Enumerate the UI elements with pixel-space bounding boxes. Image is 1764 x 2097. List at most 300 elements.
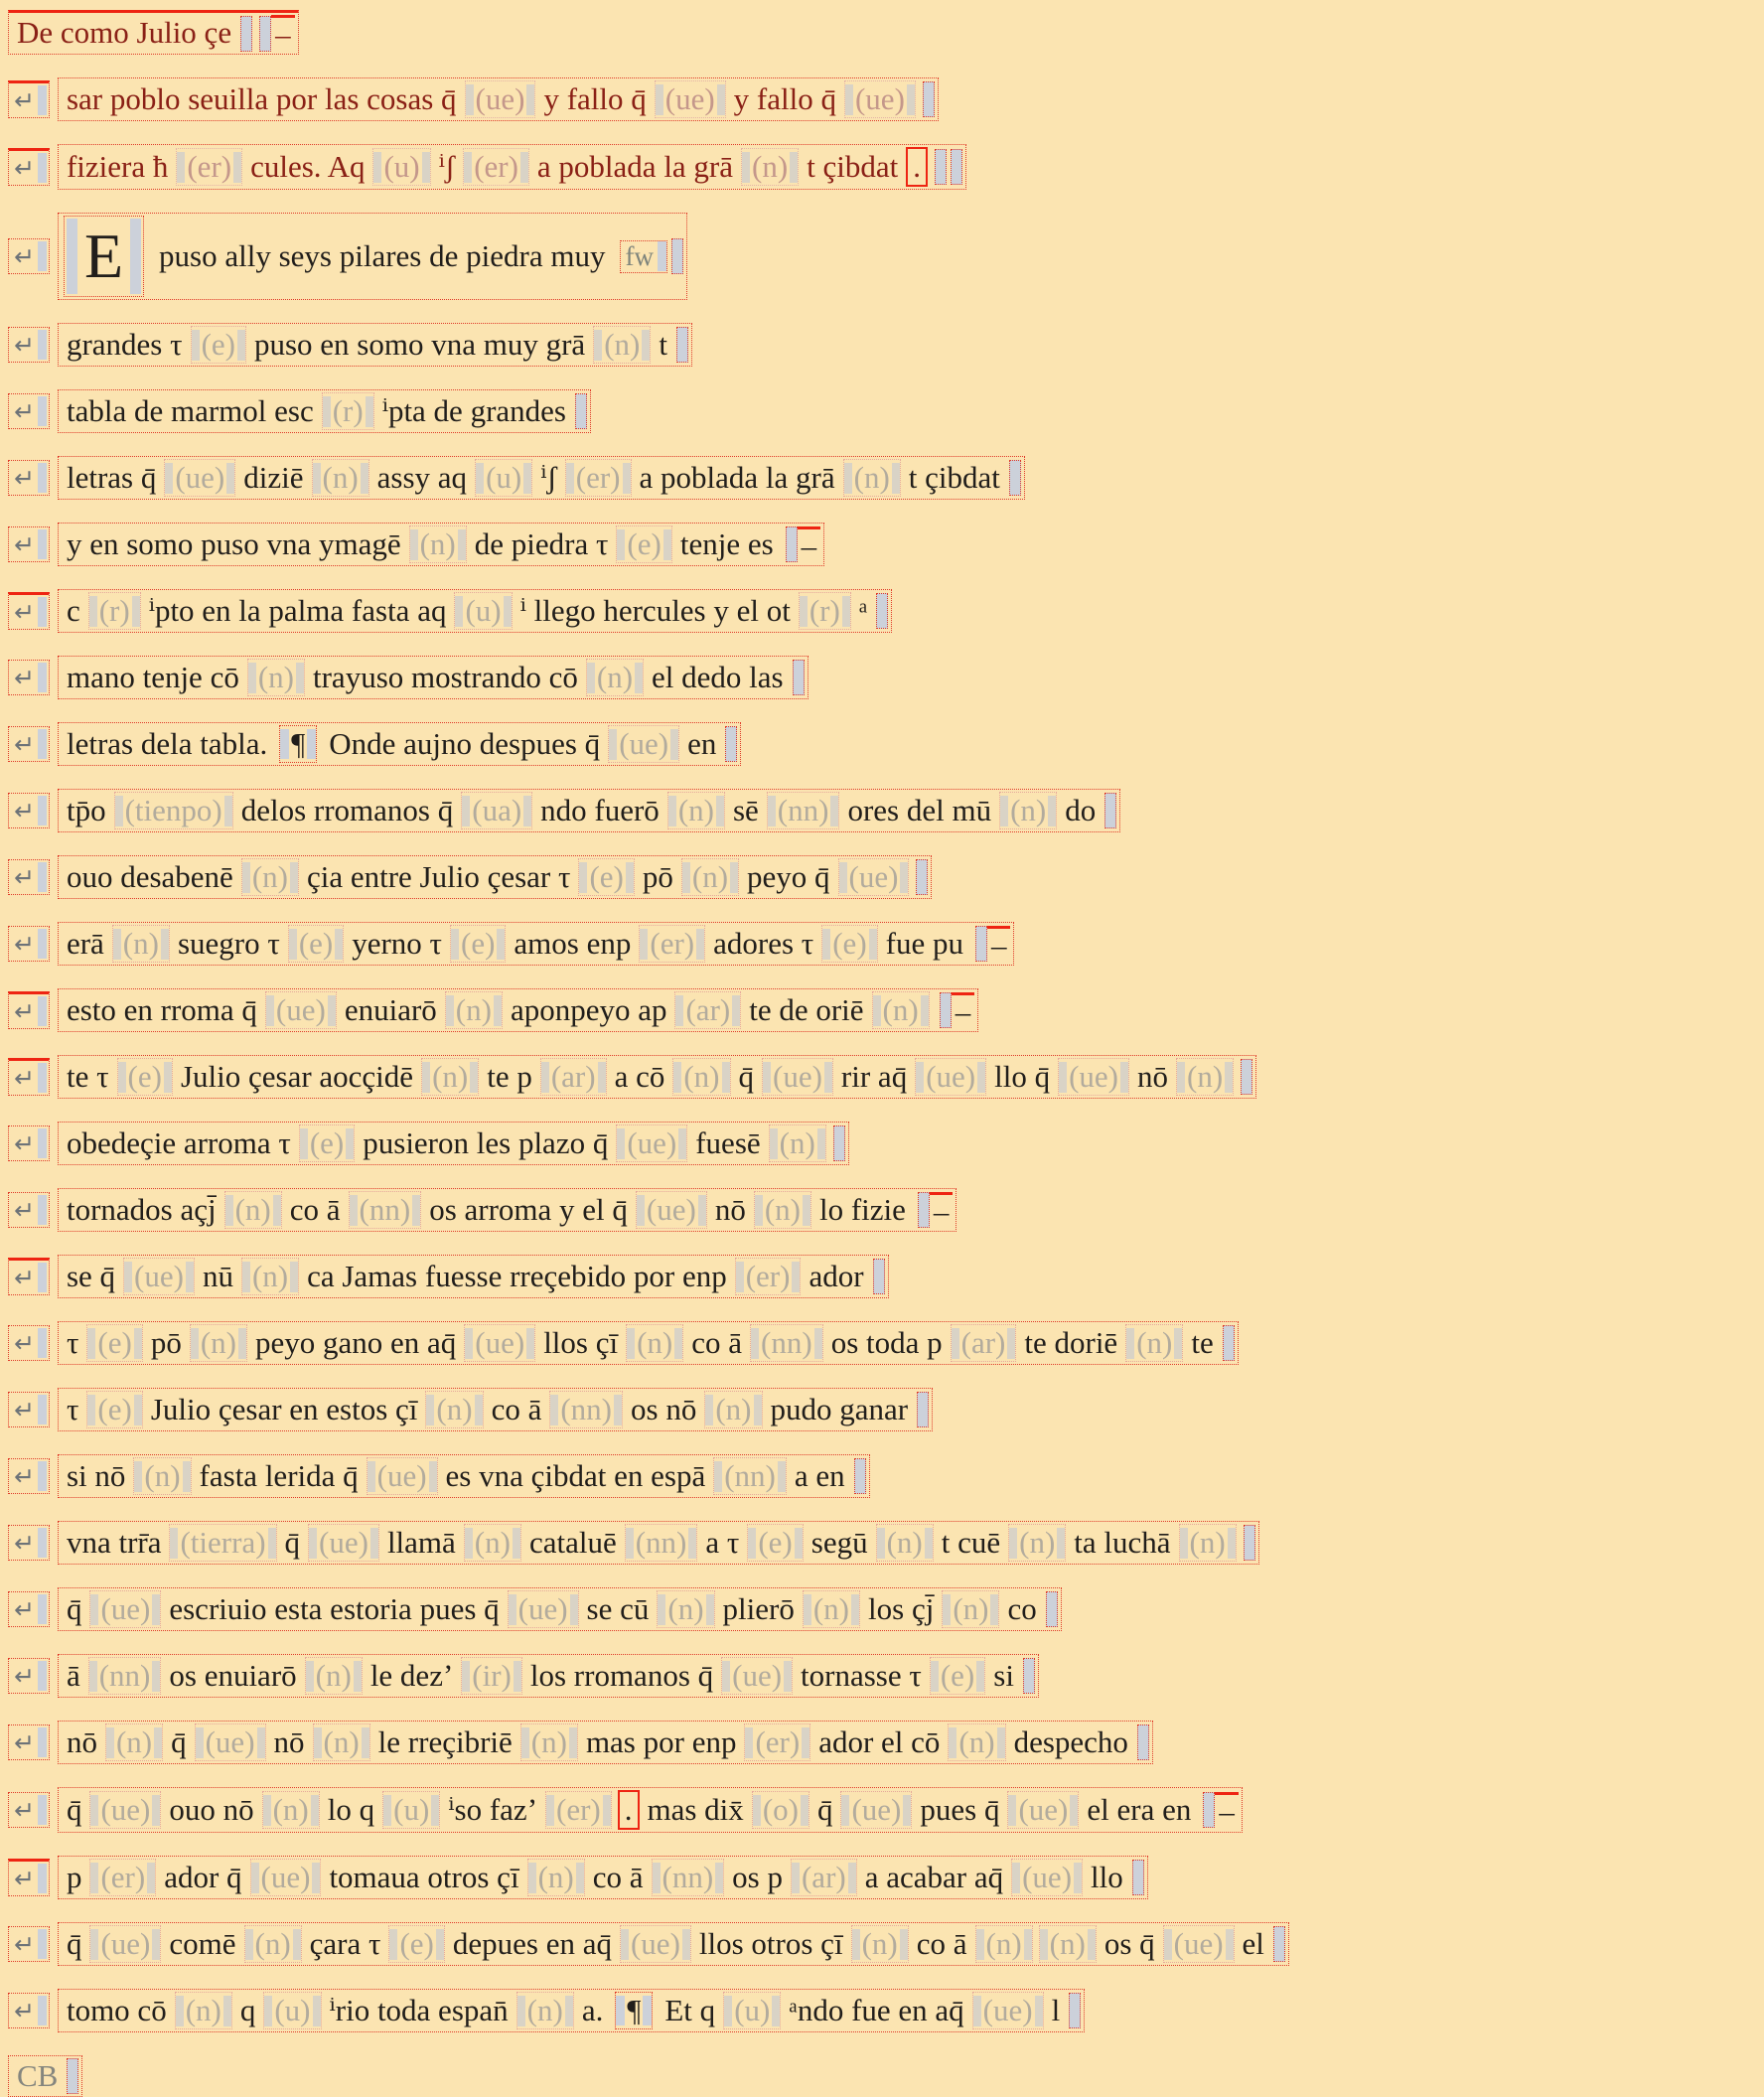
word-token[interactable]: y fallo q̄: [543, 80, 647, 116]
word-token[interactable]: plierō: [722, 1590, 795, 1626]
word-token[interactable]: los rromanos q̄: [529, 1657, 714, 1693]
word-token[interactable]: tenje es: [679, 525, 774, 561]
word-token[interactable]: ⁱʃ: [540, 459, 557, 495]
abbreviation-expansion[interactable]: [265, 991, 337, 1029]
abbreviation-expansion[interactable]: [549, 1391, 623, 1428]
word-token[interactable]: çia entre Julio çesar τ: [306, 858, 571, 894]
abbreviation-expansion[interactable]: [735, 1258, 802, 1295]
abbreviation-expansion[interactable]: [620, 1925, 691, 1963]
word-token[interactable]: ouo nō: [169, 1791, 254, 1827]
abbreviation-expansion[interactable]: [86, 1391, 142, 1428]
abbreviation-expansion[interactable]: [123, 1258, 195, 1295]
word-token[interactable]: de piedra τ: [474, 525, 609, 561]
word-token[interactable]: amos enp: [514, 925, 632, 961]
line-break-marker[interactable]: [8, 460, 50, 496]
word-token[interactable]: tp̄o: [66, 792, 106, 827]
word-token[interactable]: a poblada la grā: [639, 459, 835, 495]
word-token[interactable]: q̄: [816, 1791, 833, 1827]
word-token[interactable]: ca Jamas fuesse rreçebido por enp: [307, 1258, 727, 1293]
line-break-marker[interactable]: [8, 148, 50, 186]
line-break-marker[interactable]: [8, 1258, 50, 1295]
word-token[interactable]: mas por enp: [585, 1723, 737, 1759]
abbreviation-expansion[interactable]: [247, 659, 305, 696]
word-token[interactable]: esto en rroma q̄: [66, 991, 257, 1027]
abbreviation-expansion[interactable]: [1011, 1859, 1083, 1896]
abbreviation-expansion[interactable]: [464, 1524, 521, 1562]
abbreviation-expansion[interactable]: [322, 392, 374, 430]
word-token[interactable]: fuesē: [695, 1124, 761, 1160]
word-token[interactable]: sē: [732, 792, 759, 827]
word-token[interactable]: Et q: [664, 1992, 716, 2027]
abbreviation-expansion[interactable]: [655, 80, 726, 118]
line-break-marker[interactable]: [8, 1458, 50, 1494]
word-token[interactable]: sar poblo seuilla por las cosas q̄: [66, 80, 457, 116]
abbreviation-expansion[interactable]: [674, 991, 741, 1029]
abbreviation-expansion[interactable]: [190, 1324, 247, 1362]
abbreviation-expansion[interactable]: [951, 1324, 1017, 1362]
abbreviation-expansion[interactable]: [117, 1058, 173, 1096]
word-token[interactable]: ⁱso fazʼ: [448, 1791, 538, 1827]
word-token[interactable]: tornados açj̄: [66, 1191, 217, 1227]
abbreviation-expansion[interactable]: [872, 991, 930, 1029]
abbreviation-expansion[interactable]: [762, 1058, 833, 1096]
abbreviation-expansion[interactable]: [164, 459, 235, 497]
word-token[interactable]: ⁱrio toda espan̄: [329, 1992, 509, 2027]
word-token[interactable]: comē: [169, 1925, 236, 1961]
abbreviation-expansion[interactable]: [704, 1391, 762, 1428]
word-token[interactable]: ndo fuerō: [540, 792, 660, 827]
abbreviation-expansion[interactable]: [723, 1992, 781, 2029]
word-token[interactable]: rir aq̄: [840, 1058, 908, 1094]
word-token[interactable]: assy aq: [376, 459, 468, 495]
abbreviation-expansion[interactable]: [461, 792, 532, 829]
abbreviation-expansion[interactable]: [191, 326, 246, 364]
word-token[interactable]: os enuiarō: [169, 1657, 297, 1693]
line-break-marker[interactable]: [8, 327, 50, 363]
word-token[interactable]: trayuso mostrando cō: [313, 659, 578, 694]
word-token[interactable]: te de oriē: [749, 991, 864, 1027]
abbreviation-expansion[interactable]: [175, 1992, 232, 2029]
word-token[interactable]: os nō: [631, 1391, 697, 1426]
abbreviation-expansion[interactable]: [349, 1191, 422, 1229]
word-token[interactable]: ouo desabenē: [66, 858, 233, 894]
word-token[interactable]: t çibdat: [908, 459, 1000, 495]
word-token[interactable]: peyo q̄: [747, 858, 830, 894]
word-token[interactable]: el era en: [1087, 1791, 1192, 1827]
abbreviation-expansion[interactable]: [195, 1723, 266, 1761]
abbreviation-expansion[interactable]: [840, 1791, 912, 1829]
word-token[interactable]: ā: [66, 1657, 80, 1693]
word-token[interactable]: segū: [810, 1524, 868, 1560]
word-token[interactable]: llo q̄: [994, 1058, 1051, 1094]
abbreviation-expansion[interactable]: [1058, 1058, 1129, 1096]
abbreviation-expansion[interactable]: [367, 1457, 438, 1495]
word-token[interactable]: co ā: [691, 1324, 743, 1360]
word-token[interactable]: os q̄: [1103, 1925, 1155, 1961]
abbreviation-expansion[interactable]: [1008, 1524, 1066, 1562]
abbreviation-expansion[interactable]: [475, 459, 532, 497]
abbreviation-expansion[interactable]: [750, 1324, 823, 1362]
abbreviation-expansion[interactable]: [169, 1524, 276, 1562]
word-token[interactable]: q̄: [66, 1791, 82, 1827]
word-token[interactable]: y en somo puso vna ymagē: [66, 525, 401, 561]
line-break-marker[interactable]: [8, 1058, 50, 1096]
word-token[interactable]: l: [1051, 1992, 1061, 2027]
abbreviation-expansion[interactable]: [545, 1791, 612, 1829]
abbreviation-expansion[interactable]: [626, 1324, 683, 1362]
word-token[interactable]: τ: [66, 1391, 79, 1426]
abbreviation-expansion[interactable]: [89, 1925, 161, 1963]
abbreviation-expansion[interactable]: [1179, 1524, 1237, 1562]
word-token[interactable]: obedeçie arroma τ: [66, 1124, 291, 1160]
line-break-marker[interactable]: [8, 660, 50, 695]
abbreviation-expansion[interactable]: [636, 1191, 707, 1229]
word-token[interactable]: ⁱʃ: [438, 148, 456, 184]
abbreviation-expansion[interactable]: [299, 1124, 355, 1162]
line-break-marker[interactable]: [8, 859, 50, 895]
word-token[interactable]: ador: [808, 1258, 864, 1293]
abbreviation-expansion[interactable]: [114, 792, 233, 829]
word-token[interactable]: q: [239, 1992, 256, 2027]
pilcrow-marker[interactable]: [615, 1992, 653, 2029]
abbreviation-expansion[interactable]: [112, 925, 170, 963]
word-token[interactable]: te τ: [66, 1058, 109, 1094]
word-token[interactable]: letras q̄: [66, 459, 157, 495]
abbreviation-expansion[interactable]: [263, 1992, 321, 2029]
abbreviation-expansion[interactable]: [262, 1791, 320, 1829]
line-break-marker[interactable]: [8, 1658, 50, 1694]
word-token[interactable]: ⁱpta de grandes: [381, 392, 566, 428]
abbreviation-expansion[interactable]: [586, 659, 644, 696]
word-token[interactable]: cules. Aq: [250, 148, 366, 184]
word-token[interactable]: tomo cō: [66, 1992, 167, 2027]
abbreviation-expansion[interactable]: [516, 1992, 574, 2029]
word-token[interactable]: ador q̄: [164, 1859, 242, 1894]
line-break-marker[interactable]: [8, 991, 50, 1029]
abbreviation-expansion[interactable]: [313, 1723, 370, 1761]
word-token[interactable]: depues en aq̄: [452, 1925, 612, 1961]
word-token[interactable]: delos rromanos q̄: [240, 792, 454, 827]
abbreviation-expansion[interactable]: [799, 592, 851, 630]
abbreviation-expansion[interactable]: [372, 148, 430, 186]
abbreviation-expansion[interactable]: [244, 1925, 302, 1963]
word-token[interactable]: lo q: [327, 1791, 375, 1827]
line-break-marker[interactable]: [8, 1591, 50, 1627]
word-token[interactable]: os p: [732, 1859, 783, 1894]
word-token[interactable]: te doriē: [1024, 1324, 1118, 1360]
line-break-marker[interactable]: [8, 238, 50, 274]
word-token[interactable]: a τ: [705, 1524, 740, 1560]
word-token[interactable]: se cū: [586, 1590, 650, 1626]
abbreviation-expansion[interactable]: [999, 792, 1057, 829]
word-token[interactable]: a.: [581, 1992, 604, 2027]
word-token[interactable]: escriuio esta estoria pues q̄: [169, 1590, 500, 1626]
abbreviation-expansion[interactable]: [876, 1524, 934, 1562]
word-token[interactable]: puso ally seys pilares de piedra muy: [159, 237, 606, 273]
word-token[interactable]: t çibdat: [807, 148, 899, 184]
word-token[interactable]: el: [1242, 1925, 1264, 1961]
abbreviation-expansion[interactable]: [133, 1457, 191, 1495]
word-token[interactable]: es vna çibdat en espā: [445, 1457, 706, 1493]
word-token[interactable]: çara τ: [309, 1925, 381, 1961]
word-token[interactable]: tornasse τ: [801, 1657, 922, 1693]
word-token[interactable]: tabla de marmol esc: [66, 392, 314, 428]
line-break-marker[interactable]: [8, 1325, 50, 1361]
line-break-marker[interactable]: [8, 592, 50, 630]
abbreviation-expansion[interactable]: [1125, 1324, 1183, 1362]
word-token[interactable]: y fallo q̄: [733, 80, 836, 116]
word-token[interactable]: pō: [150, 1324, 182, 1360]
word-token[interactable]: llo: [1091, 1859, 1123, 1894]
abbreviation-expansion[interactable]: [508, 1590, 579, 1628]
abbreviation-expansion[interactable]: [769, 1124, 826, 1162]
abbreviation-expansion[interactable]: [844, 80, 916, 118]
word-token[interactable]: pues q̄: [920, 1791, 1000, 1827]
abbreviation-expansion[interactable]: [1039, 1925, 1097, 1963]
line-break-marker[interactable]: [8, 393, 50, 429]
abbreviation-expansion[interactable]: [308, 1524, 379, 1562]
abbreviation-expansion[interactable]: [915, 1058, 986, 1096]
abbreviation-expansion[interactable]: [948, 1723, 1005, 1761]
word-token[interactable]: De como Julio çe: [17, 15, 232, 51]
word-token[interactable]: Julio çesar en estos çī: [150, 1391, 418, 1426]
abbreviation-expansion[interactable]: [747, 1524, 803, 1562]
word-token[interactable]: adores τ: [713, 925, 814, 961]
word-token[interactable]: do: [1065, 792, 1097, 827]
line-break-marker[interactable]: [8, 1724, 50, 1760]
abbreviation-expansion[interactable]: [672, 1058, 730, 1096]
abbreviation-expansion[interactable]: [445, 991, 503, 1029]
abbreviation-expansion[interactable]: [593, 326, 651, 364]
abbreviation-expansion[interactable]: [425, 1391, 483, 1428]
abbreviation-expansion[interactable]: [942, 1590, 999, 1628]
word-token[interactable]: si: [993, 1657, 1014, 1693]
abbreviation-expansion[interactable]: [578, 858, 634, 896]
line-break-marker[interactable]: [8, 1525, 50, 1561]
line-break-marker[interactable]: [8, 80, 50, 118]
word-token[interactable]: q̄: [66, 1925, 82, 1961]
word-token[interactable]: ⁱ llego hercules y el ot: [519, 592, 791, 628]
word-token[interactable]: fiziera ħ: [66, 148, 169, 184]
line-break-marker[interactable]: [8, 1125, 50, 1161]
word-token[interactable]: peyo gano en aq̄: [254, 1324, 457, 1360]
line-break-marker[interactable]: [8, 726, 50, 762]
punctuation-token[interactable]: .: [906, 147, 928, 187]
word-token[interactable]: en: [687, 725, 717, 761]
word-token[interactable]: os toda p: [830, 1324, 943, 1360]
word-token[interactable]: llos çī: [543, 1324, 619, 1360]
word-token[interactable]: nū: [202, 1258, 233, 1293]
word-token[interactable]: yerno τ: [352, 925, 443, 961]
word-token[interactable]: le rreçibriē: [377, 1723, 513, 1759]
abbreviation-expansion[interactable]: [754, 1191, 811, 1229]
word-token[interactable]: diziē: [243, 459, 304, 495]
abbreviation-expansion[interactable]: [382, 1791, 440, 1829]
word-token[interactable]: nō: [1137, 1058, 1168, 1094]
line-break-marker[interactable]: [8, 1792, 50, 1828]
abbreviation-expansion[interactable]: [843, 459, 901, 497]
word-token[interactable]: ores del mū: [847, 792, 992, 827]
abbreviation-expansion[interactable]: [305, 1657, 363, 1695]
abbreviation-expansion[interactable]: [821, 925, 877, 963]
word-token[interactable]: a en: [794, 1457, 845, 1493]
abbreviation-expansion[interactable]: [89, 1859, 156, 1896]
word-token[interactable]: q̄: [171, 1723, 187, 1759]
abbreviation-expansion[interactable]: [88, 592, 141, 630]
word-token[interactable]: q̄: [284, 1524, 301, 1560]
punctuation-token[interactable]: .: [618, 1790, 640, 1830]
abbreviation-expansion[interactable]: [803, 1590, 860, 1628]
word-token[interactable]: co ā: [491, 1391, 542, 1426]
word-token[interactable]: llos otros çī: [698, 1925, 843, 1961]
abbreviation-expansion[interactable]: [241, 1258, 299, 1295]
word-token[interactable]: tomaua otros çī: [329, 1859, 519, 1894]
abbreviation-expansion[interactable]: [639, 925, 705, 963]
abbreviation-expansion[interactable]: [851, 1925, 909, 1963]
word-token[interactable]: co: [1007, 1590, 1037, 1626]
word-token[interactable]: c: [66, 592, 80, 628]
word-token[interactable]: t: [659, 326, 667, 362]
abbreviation-expansion[interactable]: [454, 592, 512, 630]
word-token[interactable]: nō: [714, 1191, 746, 1227]
abbreviation-expansion[interactable]: [972, 1992, 1044, 2029]
word-token[interactable]: los çj̄: [868, 1590, 935, 1626]
word-token[interactable]: nō: [273, 1723, 305, 1759]
word-token[interactable]: ta luchā: [1074, 1524, 1171, 1560]
word-token[interactable]: co ā: [592, 1859, 644, 1894]
word-token[interactable]: ᵃndo fue en aq̄: [789, 1992, 964, 2027]
word-token[interactable]: erā: [66, 925, 104, 961]
line-break-marker[interactable]: [8, 1993, 50, 2028]
line-break-marker[interactable]: [8, 526, 50, 562]
word-token[interactable]: te: [1191, 1324, 1214, 1360]
abbreviation-expansion[interactable]: [721, 1657, 793, 1695]
word-token[interactable]: se q̄: [66, 1258, 116, 1293]
word-token[interactable]: aponpeyo ap: [510, 991, 667, 1027]
abbreviation-expansion[interactable]: [652, 1859, 725, 1896]
abbreviation-expansion[interactable]: [1007, 1791, 1079, 1829]
abbreviation-expansion[interactable]: [88, 1657, 162, 1695]
abbreviation-expansion[interactable]: [713, 1457, 787, 1495]
word-token[interactable]: nō: [66, 1723, 97, 1759]
abbreviation-expansion[interactable]: [465, 80, 536, 118]
word-token[interactable]: cataluē: [528, 1524, 617, 1560]
abbreviation-expansion[interactable]: [241, 858, 299, 896]
word-token[interactable]: p: [66, 1859, 82, 1894]
word-token[interactable]: co ā: [916, 1925, 967, 1961]
word-token[interactable]: despecho: [1013, 1723, 1128, 1759]
word-token[interactable]: a acabar aq̄: [864, 1859, 1004, 1894]
word-token[interactable]: fue pu: [885, 925, 963, 961]
abbreviation-expansion[interactable]: [616, 1124, 687, 1162]
word-token[interactable]: suegro τ: [177, 925, 280, 961]
initial-capital[interactable]: [64, 216, 144, 297]
word-token[interactable]: a poblada la grā: [536, 148, 734, 184]
word-token[interactable]: pudo ganar: [770, 1391, 909, 1426]
abbreviation-expansion[interactable]: [89, 1590, 161, 1628]
abbreviation-expansion[interactable]: [105, 1723, 163, 1761]
word-token[interactable]: fasta lerida q̄: [199, 1457, 359, 1493]
abbreviation-expansion[interactable]: [565, 459, 632, 497]
word-token[interactable]: t cuē: [941, 1524, 1001, 1560]
abbreviation-expansion[interactable]: [388, 1925, 444, 1963]
abbreviation-expansion[interactable]: [463, 148, 529, 186]
abbreviation-expansion[interactable]: [224, 1191, 282, 1229]
word-token[interactable]: CB: [17, 2057, 59, 2093]
word-token[interactable]: pō: [642, 858, 673, 894]
abbreviation-expansion[interactable]: [540, 1058, 607, 1096]
word-token[interactable]: ador el cō: [818, 1723, 941, 1759]
word-token[interactable]: ᵃ: [858, 592, 868, 628]
abbreviation-expansion[interactable]: [461, 1657, 522, 1695]
abbreviation-expansion[interactable]: [464, 1324, 535, 1362]
abbreviation-expansion[interactable]: [657, 1590, 714, 1628]
abbreviation-expansion[interactable]: [625, 1524, 698, 1562]
word-token[interactable]: le dezʼ: [369, 1657, 454, 1693]
abbreviation-expansion[interactable]: [667, 792, 725, 829]
word-token[interactable]: q̄: [738, 1058, 755, 1094]
word-token[interactable]: el dedo las: [652, 659, 784, 694]
abbreviation-expansion[interactable]: [1176, 1058, 1234, 1096]
abbreviation-expansion[interactable]: [250, 1859, 322, 1896]
word-token[interactable]: vna trr̄a: [66, 1524, 162, 1560]
word-token[interactable]: co ā: [289, 1191, 341, 1227]
abbreviation-expansion[interactable]: [838, 858, 910, 896]
line-break-marker[interactable]: [8, 793, 50, 828]
line-break-marker[interactable]: [8, 1192, 50, 1228]
line-break-marker[interactable]: [8, 1392, 50, 1427]
abbreviation-expansion[interactable]: [767, 792, 840, 829]
abbreviation-expansion[interactable]: [681, 858, 739, 896]
abbreviation-expansion[interactable]: [744, 1723, 810, 1761]
abbreviation-expansion[interactable]: [409, 525, 467, 563]
abbreviation-expansion[interactable]: [616, 525, 671, 563]
abbreviation-expansion[interactable]: [520, 1723, 578, 1761]
abbreviation-expansion[interactable]: [930, 1657, 985, 1695]
abbreviation-expansion[interactable]: [89, 1791, 161, 1829]
word-token[interactable]: llamā: [386, 1524, 456, 1560]
word-token[interactable]: ⁱpto en la palma fasta aq: [148, 592, 447, 628]
word-token[interactable]: puso en somo vna muy grā: [253, 326, 586, 362]
word-token[interactable]: mas dix̄: [647, 1791, 744, 1827]
word-token[interactable]: pusieron les plazo q̄: [363, 1124, 609, 1160]
word-token[interactable]: Onde aujno despues q̄: [329, 725, 601, 761]
abbreviation-expansion[interactable]: [288, 925, 344, 963]
word-token[interactable]: letras dela tabla.: [66, 725, 268, 761]
abbreviation-expansion[interactable]: [741, 148, 799, 186]
abbreviation-expansion[interactable]: [176, 148, 242, 186]
word-token[interactable]: mano tenje cō: [66, 659, 239, 694]
abbreviation-expansion[interactable]: [450, 925, 506, 963]
word-token[interactable]: τ: [66, 1324, 79, 1360]
word-token[interactable]: lo fizie: [818, 1191, 906, 1227]
line-break-marker[interactable]: [8, 1859, 50, 1896]
word-token[interactable]: te p: [487, 1058, 532, 1094]
catchword-token[interactable]: [620, 240, 667, 273]
pilcrow-marker[interactable]: [279, 725, 317, 763]
word-token[interactable]: os arroma y el q̄: [429, 1191, 628, 1227]
abbreviation-expansion[interactable]: [527, 1859, 585, 1896]
line-break-marker[interactable]: [8, 1926, 50, 1962]
abbreviation-expansion[interactable]: [608, 725, 679, 763]
abbreviation-expansion[interactable]: [421, 1058, 479, 1096]
word-token[interactable]: grandes τ: [66, 326, 183, 362]
word-token[interactable]: Julio çesar aocçidē: [180, 1058, 414, 1094]
abbreviation-expansion[interactable]: [791, 1859, 857, 1896]
abbreviation-expansion[interactable]: [752, 1791, 809, 1829]
line-break-marker[interactable]: [8, 926, 50, 962]
word-token[interactable]: si nō: [66, 1457, 126, 1493]
